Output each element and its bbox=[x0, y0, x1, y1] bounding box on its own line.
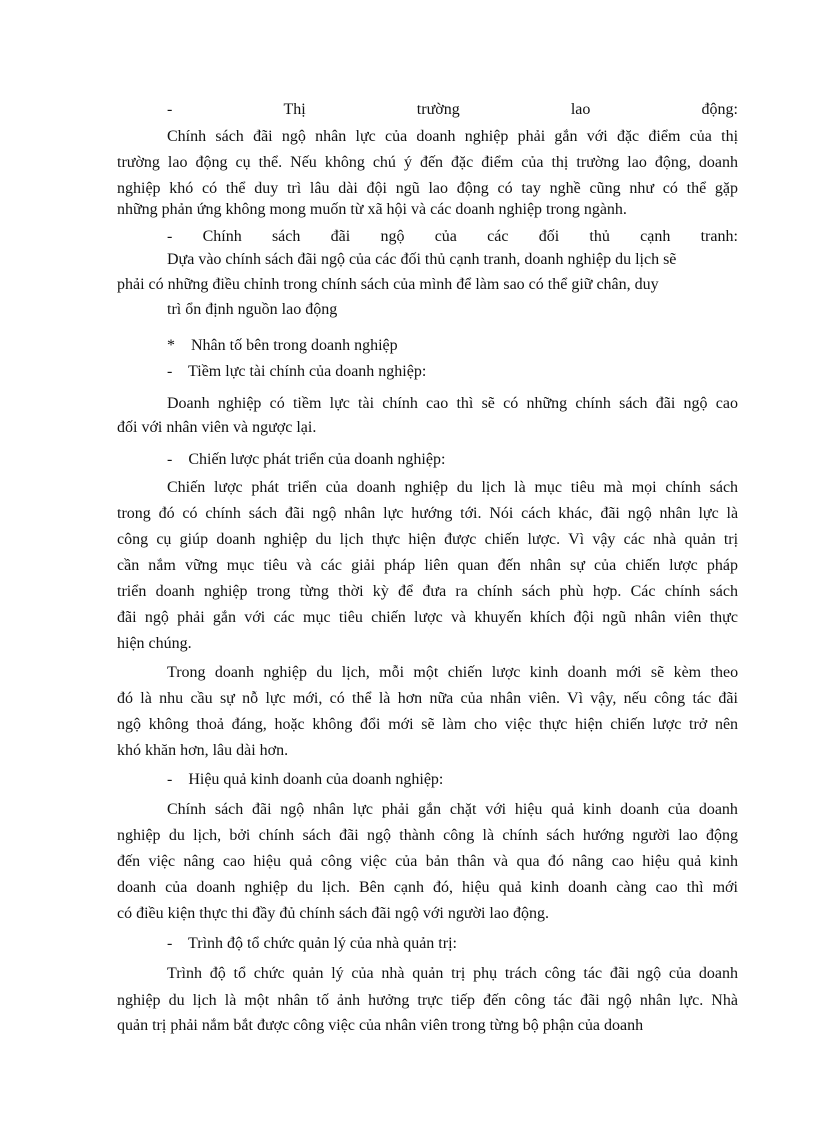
body-line bbox=[117, 826, 738, 846]
heading-word: sách bbox=[271, 228, 301, 245]
body-line bbox=[167, 800, 738, 820]
text: cần nắm vững mục tiêu và các giải pháp liên quan đến nhân sự của chiến lược pháp bbox=[117, 557, 738, 574]
text: có điều kiện thực thi đầy đủ chính sách đãi ngộ với người lao động. bbox=[117, 905, 549, 922]
text: đó là nhu cầu sự nỗ lực mới, có thể là hơn nữa của nhân viên. Vì vậy, nếu công tác đãi bbox=[117, 690, 738, 707]
text: Dựa vào chính sách đãi ngộ của các đối thủ cạnh tranh, doanh nghiệp du lịch sẽ bbox=[167, 251, 677, 268]
body-line bbox=[117, 852, 738, 872]
body-line bbox=[167, 663, 738, 683]
heading-word: động: bbox=[701, 101, 738, 118]
body-line bbox=[117, 153, 738, 173]
text: triển doanh nghiệp trong từng thời kỳ để đưa ra chính sách phù hợp. Các chính sách bbox=[117, 583, 738, 600]
body-line bbox=[117, 275, 659, 295]
heading-word: tranh: bbox=[700, 228, 738, 245]
body-line bbox=[117, 179, 738, 199]
body-line bbox=[167, 300, 337, 320]
heading-word: Thị bbox=[283, 101, 306, 118]
heading-strategy bbox=[167, 450, 445, 470]
body-line bbox=[117, 418, 316, 438]
heading-internal-factors bbox=[167, 336, 398, 356]
heading-word: trường bbox=[416, 101, 460, 118]
body-line bbox=[167, 394, 738, 414]
heading-word: của bbox=[434, 228, 457, 245]
heading-management bbox=[167, 934, 457, 954]
text: công cụ giúp doanh nghiệp du lịch thực hiện được chiến lược. Vì vậy các nhà quản trị bbox=[117, 531, 739, 548]
text: - Hiệu quả kinh doanh của doanh nghiệp: bbox=[167, 771, 444, 788]
text: * Nhân tố bên trong doanh nghiệp bbox=[167, 337, 398, 354]
text: quản trị phải nắm bắt được công việc của nhân viên trong từng bộ phận của doanh bbox=[117, 1017, 644, 1034]
text: hiện chúng. bbox=[117, 635, 192, 652]
body-line bbox=[117, 878, 738, 898]
text: ngộ không thoả đáng, hoặc không đổi mới sẽ làm cho việc thực hiện chiến lược trở nên bbox=[117, 716, 739, 733]
text: Doanh nghiệp có tiềm lực tài chính cao thì sẽ có những chính sách đãi ngộ cao bbox=[167, 395, 738, 412]
heading-word: đối bbox=[538, 228, 560, 245]
heading-competitors bbox=[167, 227, 738, 247]
text: đến việc nâng cao hiệu quả công việc của bản thân và qua đó nâng cao hiệu quả kinh bbox=[117, 853, 739, 870]
text: Chính sách đãi ngộ nhân lực phải gắn chặt với hiệu quả kinh doanh của doanh bbox=[167, 801, 738, 818]
text: - Chiến lược phát triển của doanh nghiệp: bbox=[167, 451, 446, 468]
body-line bbox=[117, 715, 738, 735]
body-line bbox=[117, 904, 549, 924]
body-line bbox=[117, 556, 738, 576]
heading-word: ngộ bbox=[380, 228, 405, 245]
text: trì ổn định nguồn lao động bbox=[167, 301, 338, 318]
body-line bbox=[117, 1016, 643, 1036]
text: phải có những điều chỉnh trong chính sách của mình để làm sao có thể giữ chân, duy bbox=[117, 276, 659, 293]
body-line bbox=[117, 582, 738, 602]
heading-word: Chính bbox=[202, 228, 242, 245]
heading-word: đãi bbox=[330, 228, 351, 245]
heading-finance bbox=[167, 362, 426, 382]
text: Trong doanh nghiệp du lịch, mỗi một chiến lược kinh doanh mới sẽ kèm theo bbox=[167, 664, 739, 681]
text: Chiến lược phát triển của doanh nghiệp du lịch là mục tiêu mà mọi chính sách bbox=[167, 479, 739, 496]
body-line bbox=[117, 634, 192, 654]
body-line bbox=[167, 250, 676, 270]
text: đãi ngộ phải gắn với các mục tiêu chiến lược và khuyến khích đội ngũ nhân viên thực bbox=[117, 609, 738, 626]
heading-efficiency bbox=[167, 770, 443, 790]
text: - Trình độ tổ chức quản lý của nhà quản trị: bbox=[167, 935, 457, 952]
heading-word: - bbox=[167, 228, 173, 245]
heading-word: - bbox=[167, 101, 173, 118]
text: - Tiềm lực tài chính của doanh nghiệp: bbox=[167, 363, 427, 380]
body-line bbox=[117, 608, 738, 628]
text: doanh của doanh nghiệp du lịch. Bên cạnh đó, hiệu quả kinh doanh càng cao thì mới bbox=[117, 879, 738, 896]
text: Chính sách đãi ngộ nhân lực của doanh nghiệp phải gắn với đặc điểm của thị bbox=[167, 128, 739, 145]
body-line bbox=[167, 964, 738, 984]
heading-word: cạnh bbox=[640, 228, 671, 245]
body-line bbox=[167, 127, 738, 147]
text: đối với nhân viên và ngược lại. bbox=[117, 419, 317, 436]
text: trong đó có chính sách đãi ngộ nhân lực hướng tới. Nói cách khác, đãi ngộ nhân lực là bbox=[117, 505, 739, 522]
heading-labor-market bbox=[167, 100, 738, 120]
body-line bbox=[167, 478, 738, 498]
text: nghiệp du lịch là một nhân tố ảnh hưởng trực tiếp đến công tác đãi ngộ nhân lực. Nhà bbox=[117, 992, 738, 1009]
text: khó khăn hơn, lâu dài hơn. bbox=[117, 742, 289, 759]
heading-word: các bbox=[487, 228, 509, 245]
heading-word: lao bbox=[570, 101, 591, 118]
text: nghiệp du lịch, bởi chính sách đãi ngộ thành công là chính sách hướng người lao động bbox=[117, 827, 739, 844]
body-line bbox=[117, 741, 288, 761]
body-line bbox=[117, 991, 738, 1011]
body-line bbox=[117, 530, 738, 550]
body-line bbox=[117, 504, 738, 524]
heading-word: thủ bbox=[589, 228, 610, 245]
text: những phản ứng không mong muốn từ xã hội và các doanh nghiệp trong ngành. bbox=[117, 201, 627, 218]
text: nghiệp khó có thể duy trì lâu dài đội ngũ lao động có tay nghề cũng như có thể gặp bbox=[117, 180, 739, 197]
text: Trình độ tổ chức quản lý của nhà quản trị phụ trách công tác đãi ngộ của doanh bbox=[167, 965, 738, 982]
body-line bbox=[117, 200, 627, 220]
text: trường lao động cụ thể. Nếu không chú ý đến đặc điểm của thị trường lao động, doanh bbox=[117, 154, 738, 171]
body-line bbox=[117, 689, 738, 709]
